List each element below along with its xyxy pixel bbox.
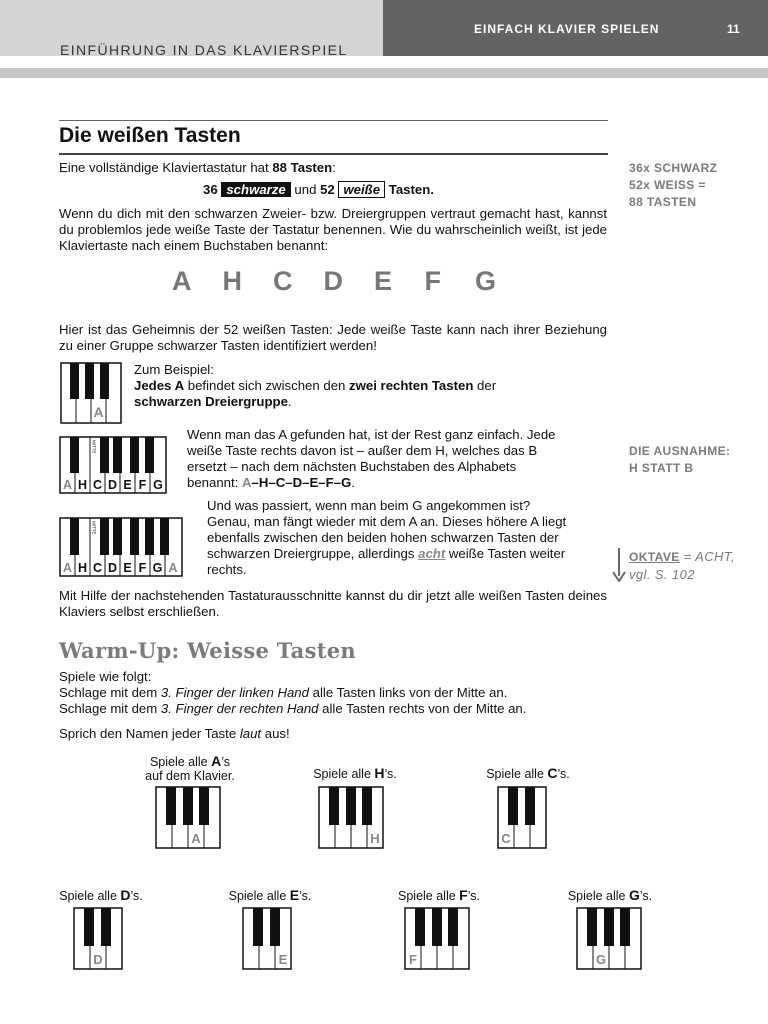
key-label: G xyxy=(152,561,163,575)
key-label: D xyxy=(107,478,118,492)
title-rule-top xyxy=(59,120,608,121)
exercise-caption-g: Spiele alle G’s. xyxy=(567,887,653,903)
svg-text:D: D xyxy=(93,952,103,967)
exercise-keyboard-g xyxy=(576,907,642,975)
exercise-caption-c: Spiele alle C’s. xyxy=(486,765,570,781)
note-letter: A xyxy=(172,266,192,296)
section-label: EINFÜHRUNG IN DAS KLAVIERSPIEL xyxy=(60,42,348,58)
mitte-label: MITTE xyxy=(91,521,97,535)
key-label: C xyxy=(92,561,103,575)
mitte-label: MITTE xyxy=(91,440,97,454)
key-label: A xyxy=(93,404,104,420)
block-2-text: Wenn man das A gefunden hat, ist der Rest ganz einfach. Jede weiße Taste rechts davon ist – außer dem H, welches das B ersetzt – nach dem nächsten Buchstaben des Alphabets benannt: A–H–C–D–E–F–G. xyxy=(187,427,556,490)
note-letter: G xyxy=(475,266,497,296)
key-label: H xyxy=(77,561,88,575)
exercise-keyboard-h xyxy=(318,786,384,854)
note-letter: F xyxy=(424,266,441,296)
svg-text:E: E xyxy=(278,952,288,967)
sidebar-note-octave: OKTAVE = ACHT, vgl. S. 102 xyxy=(629,549,735,582)
key-label: A xyxy=(62,561,73,575)
warmup-heading: Warm-Up: Weisse Tasten xyxy=(59,638,356,663)
black-keys-word: schwarze xyxy=(221,182,290,197)
keyboard-alphabet xyxy=(59,436,167,494)
note-letter: H xyxy=(222,266,242,296)
note-letter: C xyxy=(273,266,293,296)
warmup-instructions: Spiele wie folgt: Schlage mit dem 3. Finger der linken Hand alle Tasten links von der Mitte an. Schlage mit dem 3. Finger der rechten Hand alle Tasten rechts von der Mitte an. xyxy=(59,669,527,716)
page-title: Die weißen Tasten xyxy=(59,124,241,147)
exercise-keyboard-c xyxy=(497,786,547,854)
exercise-keyboard-f xyxy=(404,907,470,975)
note-letter: E xyxy=(374,266,393,296)
paragraph-2: Hier ist das Geheimnis der 52 weißen Tasten: Jede weiße Taste kann nach ihrer Beziehung zu einer Gruppe schwarzer Tasten identifiziert werden! xyxy=(59,322,607,353)
exercise-caption-f: Spiele alle F’s. xyxy=(398,887,480,903)
title-rule-bottom xyxy=(59,153,608,155)
header-strip xyxy=(0,68,768,78)
warmup-say-aloud: Sprich den Namen jeder Taste laut aus! xyxy=(59,726,290,741)
key-label: A xyxy=(62,478,73,492)
exercise-caption-h: Spiele alle H’s. xyxy=(313,765,397,781)
page-number: 11 xyxy=(727,22,740,36)
key-label: A xyxy=(168,561,178,575)
key-label: E xyxy=(123,478,132,492)
white-keys-word: weiße xyxy=(338,181,385,198)
exercise-caption-a: Spiele alle A’s auf dem Klavier. xyxy=(145,753,235,783)
keyboard-example-a xyxy=(60,362,122,424)
svg-text:C: C xyxy=(501,831,511,846)
svg-text:A: A xyxy=(191,831,201,846)
sidebar-note-exception: DIE AUSNAHME: H STATT B xyxy=(629,444,731,475)
svg-text:H: H xyxy=(370,831,380,846)
block-3-text: Und was passiert, wenn man beim G angekommen ist? Genau, man fängt wieder mit dem A an. Dieses höhere A liegt ebenfalls zwischen den beiden hohen schwarzen Tasten der schwarzen Dreiergruppe, allerdings acht weiße Tasten weiter rechts. xyxy=(207,498,567,577)
arrow-down-icon xyxy=(612,548,626,587)
note-letter: D xyxy=(323,266,343,296)
intro-line-1: Eine vollständige Klaviertastatur hat 88 Tasten: xyxy=(59,160,336,175)
exercise-keyboard-e xyxy=(242,907,292,975)
key-label: D xyxy=(107,561,118,575)
key-label: F xyxy=(138,478,147,492)
exercise-caption-e: Spiele alle E’s. xyxy=(228,887,312,903)
exercise-keyboard-d xyxy=(73,907,123,975)
key-label: F xyxy=(138,561,147,575)
svg-text:F: F xyxy=(409,952,417,967)
paragraph-1: Wenn du dich mit den schwarzen Zweier- bzw. Dreiergruppen vertraut gemacht hast, kannst du problemlos jede weiße Taste der Tastatur benennen. Wie du wahrscheinlich weißt, ist jede Klaviertaste nach einem Buchstaben benannt: xyxy=(59,206,607,253)
paragraph-3: Mit Hilfe der nachstehenden Tastaturausschnitte kannst du dir jetzt alle weißen Tasten deines Klaviers selbst erschließen. xyxy=(59,588,607,619)
sidebar-note-keys: 36x SCHWARZ 52x WEISS = 88 TASTEN xyxy=(629,161,718,209)
book-title: EINFACH KLAVIER SPIELEN xyxy=(474,22,660,36)
exercise-keyboard-a xyxy=(155,786,221,854)
svg-text:G: G xyxy=(595,952,607,967)
keyboard-octave xyxy=(59,517,183,577)
exercise-caption-d: Spiele alle D’s. xyxy=(59,887,143,903)
note-letters xyxy=(172,266,526,297)
key-label: C xyxy=(92,478,103,492)
intro-line-2: 36 schwarze und 52 weiße Tasten. xyxy=(203,182,434,197)
key-label: E xyxy=(123,561,132,575)
example-text: Zum Beispiel: Jedes A befindet sich zwischen den zwei rechten Tasten der schwarzen Dreiergruppe. xyxy=(134,362,497,409)
key-label: H xyxy=(77,478,88,492)
key-label: G xyxy=(153,478,163,492)
